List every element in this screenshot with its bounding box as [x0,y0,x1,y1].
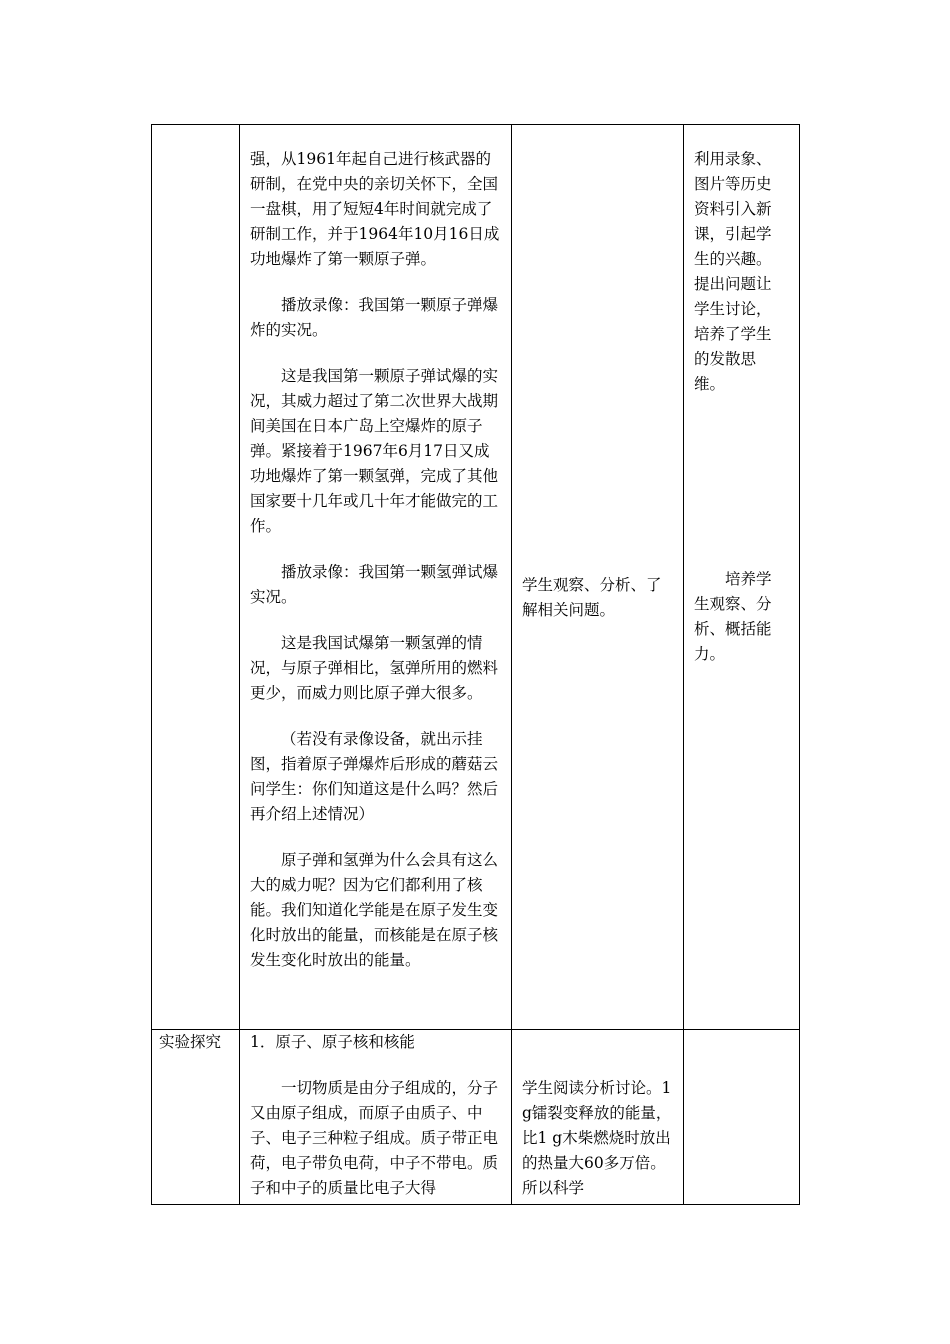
paragraph: 培养学生观察、分析、概括能力。 [694,570,772,663]
table-row [152,125,800,1030]
design-intent-cell [684,1030,800,1205]
student-activity-cell [512,125,684,1030]
paragraph: 这是我国试爆第一颗氢弹的情况，与原子弹相比，氢弹所用的燃料更少，而威力则比原子弹大很多。 [250,634,499,702]
stage-cell [152,1030,240,1205]
teacher-activity-cell [240,125,512,1030]
lesson-plan-table [151,124,800,1205]
paragraph: 播放录像：我国第一颗氢弹试爆实况。 [250,563,499,606]
table-row [152,1030,800,1205]
section-heading: 1．原子、原子核和核能 [250,1033,415,1051]
paragraph: 强，从1961年起自己进行核武器的研制，在党中央的亲切关怀下，全国一盘棋，用了短短4年时间就完成了研制工作，并于1964年10月16日成功地爆炸了第一颗原子弹。 [250,150,500,268]
paragraph: （若没有录像设备，就出示挂图，指着原子弹爆炸后形成的蘑菇云问学生：你们知道这是什么吗？然后再介绍上述情况） [250,730,499,823]
teacher-activity-cell [240,1030,512,1205]
paragraph: 学生观察、分析、了解相关问题。 [522,576,662,619]
student-activity-cell [512,1030,684,1205]
design-intent-cell [684,125,800,1030]
stage-label: 实验探究 [159,1033,222,1051]
paragraph: 播放录像：我国第一颗原子弹爆炸的实况。 [250,296,499,339]
stage-cell [152,125,240,1030]
paragraph: 这是我国第一颗原子弹试爆的实况，其威力超过了第二次世界大战期间美国在日本广岛上空爆炸的原子弹。紧接着于1967年6月17日又成功地爆炸了第一颗氢弹，完成了其他国家要十几年或几十年才能做完的工作。 [250,367,499,535]
paragraph: 原子弹和氢弹为什么会具有这么大的威力呢？因为它们都利用了核能。我们知道化学能是在原子发生变化时放出的能量，而核能是在原子核发生变化时放出的能量。 [250,851,499,969]
paragraph: 一切物质是由分子组成的，分子又由原子组成，而原子由质子、中子、电子三种粒子组成。质子带正电荷，电子带负电荷，中子不带电。质子和中子的质量比电子大得 [250,1079,499,1197]
paragraph: 学生阅读分析讨论。1 g镭裂变释放的能量，比1 g木柴燃烧时放出的热量大60多万倍。所以科学 [522,1079,672,1197]
paragraph: 利用录象、图片等历史资料引入新课，引起学生的兴趣。提出问题让学生讨论，培养了学生的发散思维。 [694,150,772,393]
